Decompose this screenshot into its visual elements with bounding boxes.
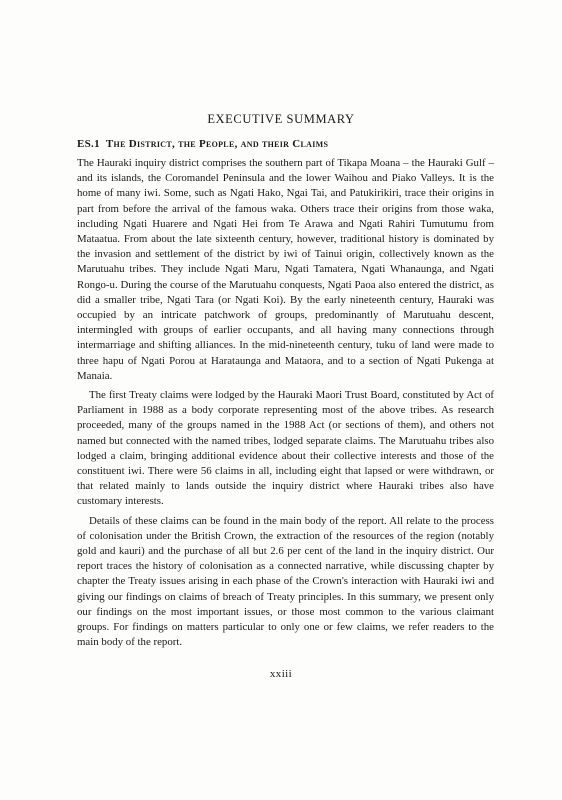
- page-number: xxiii: [269, 668, 293, 680]
- body-text: [77, 156, 494, 651]
- paragraph: The Hauraki inquiry district comprises the southern part of Tikapa Moana – the Hauraki Gulf – and its islands, the Coromandel Peninsula and the lower Waihou and Piako Valleys. It is the home of many iwi. Some, such as Ngati Hako, Ngai Tai, and Patukirikiri, trace their origins in part from before the arrival of the famous waka. Others trace their origins from those waka, including Ngati Huarere and Ngati Hei from Te Arawa and Ngati Rahiri Tumutumu from Mataatua. From about the late sixteenth century, however, traditional history is dominated by the invasion and settlement of the district by iwi of Tainui origin, collectively known as the Marutuahu tribes. They include Ngati Maru, Ngati Tamatera, Ngati Whanaunga, and Ngati Rongo-u. During the course of the Marutuahu conquests, Ngati Paoa also entered the district, as did a smaller tribe, Ngati Tara (or Ngati Koi). By the early nineteenth century, Hauraki was occupied by an intricate patchwork of groups, predominantly of Marutuahu descent, intermingled with groups of earlier occupants, and all having many connections through intermarriage and shifting alliances. In the mid-nineteenth century, tuku of land were made to three hapu of Ngati Porou at Harataunga and Mataora, and to a section of Ngati Pukenga at Manaia.: [77, 157, 494, 382]
- paragraph: The first Treaty claims were lodged by the Hauraki Maori Trust Board, constituted by Act of Parliament in 1988 as a body corporate representing most of the above tribes. As research proceeded, many of the groups named in the 1988 Act (or sections of them), and others not named but connected with the named tribes, lodged separate claims. The Marutuahu tribes also lodged a claim, bringing additional evidence about their collective interests and those of the constituent iwi. There were 56 claims in all, including eight that lapsed or were withdrawn, or that related mainly to lands outside the inquiry district where Hauraki tribes also have customary interests.: [77, 389, 494, 508]
- section-heading: [77, 138, 328, 150]
- section-title: The District, the People, and their Claims: [105, 138, 329, 150]
- paragraph: Details of these claims can be found in the main body of the report. All relate to the process of colonisation under the British Crown, the extraction of the resources of the region (notably gold and kauri) and the purchase of all but 2.6 per cent of the land in the inquiry district. Our report traces the history of colonisation as a connected narrative, while discussing chapter by chapter the Treaty issues arising in each phase of the Crown's interaction with Hauraki iwi and giving our findings on claims of breach of Treaty principles. In this summary, we present only our findings on the most important issues, or those most common to the various claimant groups. For findings on matters particular to only one or few claims, we refer readers to the main body of the report.: [77, 514, 494, 649]
- section-number: ES.1: [77, 138, 100, 150]
- page-title: EXECUTIVE SUMMARY: [207, 112, 355, 126]
